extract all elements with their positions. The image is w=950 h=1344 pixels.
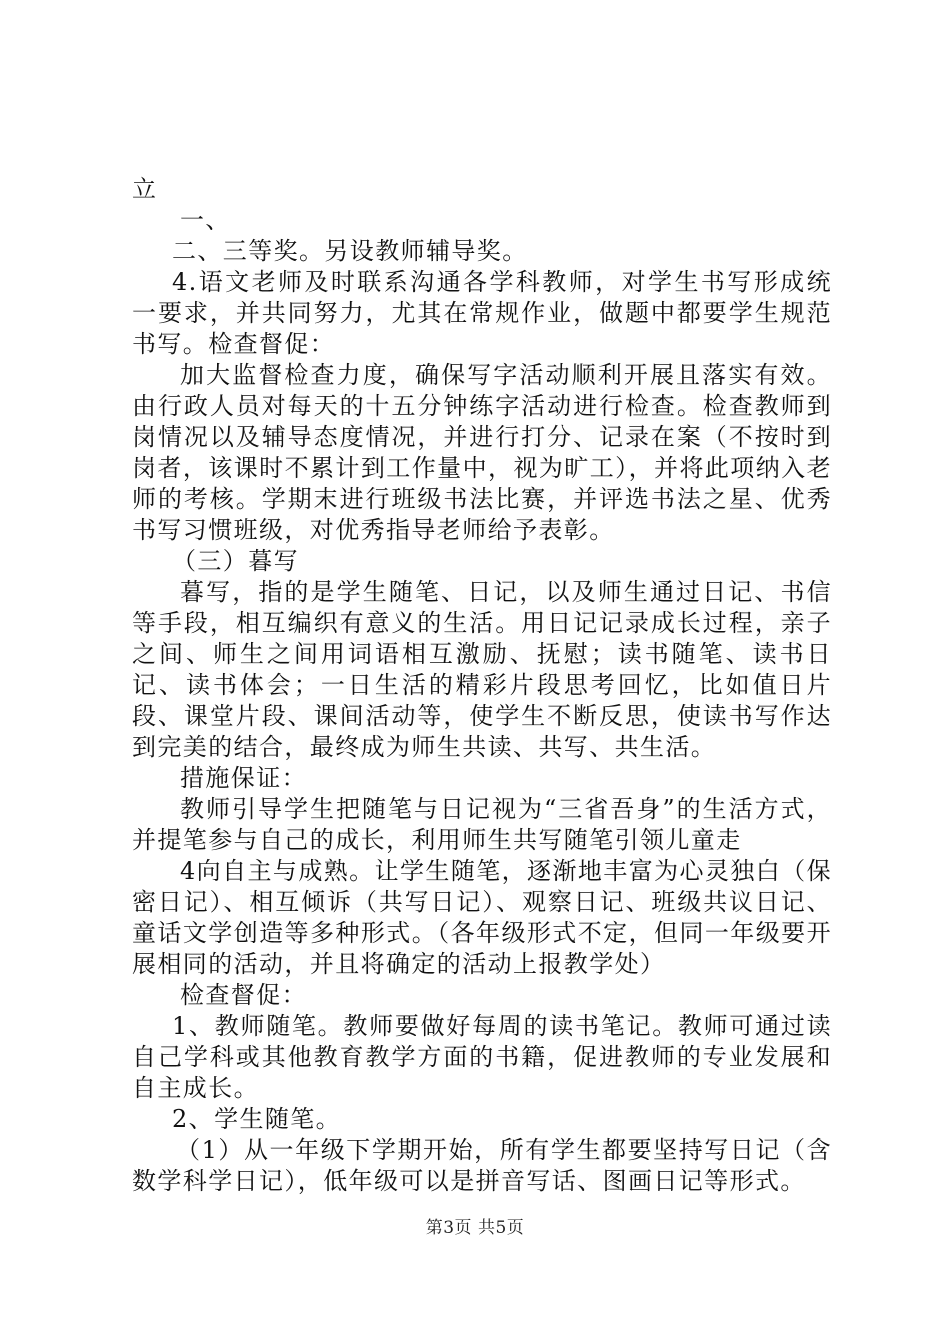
paragraph-teacher-guidance: 教师引导学生把随笔与日记视为“三省吾身”的生活方式，并提笔参与自己的成长，利用师生共写随笔引领儿童走 bbox=[132, 795, 832, 854]
page-number-footer: 第3页 共5页 bbox=[425, 1218, 525, 1238]
paragraph-self-growth: 4向自主与成熟。让学生随笔，逐渐地丰富为心灵独白（保密日记）、相互倾诉（共写日记）、观察日记、班级共议日记、童话文学创造等多种形式。（各年级形式不定，但同一年级要开展相同的活动，并且将确定的活动上报教学处） bbox=[132, 857, 832, 978]
document-body bbox=[132, 174, 832, 1197]
paragraph-point-4: 4.语文老师及时联系沟通各学科教师，对学生书写形成统一要求，并共同努力，尤其在常规作业，做题中都要学生规范书写。检查督促： bbox=[132, 268, 832, 358]
paragraph-student-diary: （1）从一年级下学期开始，所有学生都要坚持写日记（含数学科学日记），低年级可以是拼音写话、图画日记等形式。 bbox=[132, 1136, 832, 1195]
paragraph-measures-heading: 措施保证： bbox=[180, 764, 307, 792]
paragraph-fragment-li: 立 bbox=[132, 175, 158, 203]
paragraph-teacher-notes: 1、教师随笔。教师要做好每周的读书笔记。教师可通过读自己学科或其他教育教学方面的书籍，促进教师的专业发展和自主成长。 bbox=[132, 1012, 832, 1102]
paragraph-student-notes-heading: 2、学生随笔。 bbox=[172, 1105, 342, 1133]
paragraph-supervision: 加大监督检查力度，确保写字活动顺利开展且落实有效。由行政人员对每天的十五分钟练字活动进行检查。检查教师到岗情况以及辅导态度情况，并进行打分、记录在案（不按时到岗者，该课时不累计到工作量中，视为旷工），并将此项纳入老师的考核。学期末进行班级书法比赛，并评选书法之星、优秀书写习惯班级，对优秀指导老师给予表彰。 bbox=[132, 361, 832, 544]
paragraph-third-prize: 二、三等奖。另设教师辅导奖。 bbox=[172, 237, 528, 265]
paragraph-item-one: 一、 bbox=[180, 206, 231, 234]
paragraph-muxie-description: 暮写，指的是学生随笔、日记，以及师生通过日记、书信等手段，相互编织有意义的生活。用日记记录成长过程，亲子之间、师生之间用词语相互激励、抚慰；读书随笔、读书日记、读书体会；一日生活的精彩片段思考回忆，比如值日片段、课堂片段、课间活动等，使学生不断反思，使读书写作达到完美的结合，最终成为师生共读、共写、共生活。 bbox=[132, 578, 832, 761]
section-heading-muxie: （三）暮写 bbox=[172, 547, 299, 575]
paragraph-inspection-heading: 检查督促： bbox=[180, 981, 307, 1009]
